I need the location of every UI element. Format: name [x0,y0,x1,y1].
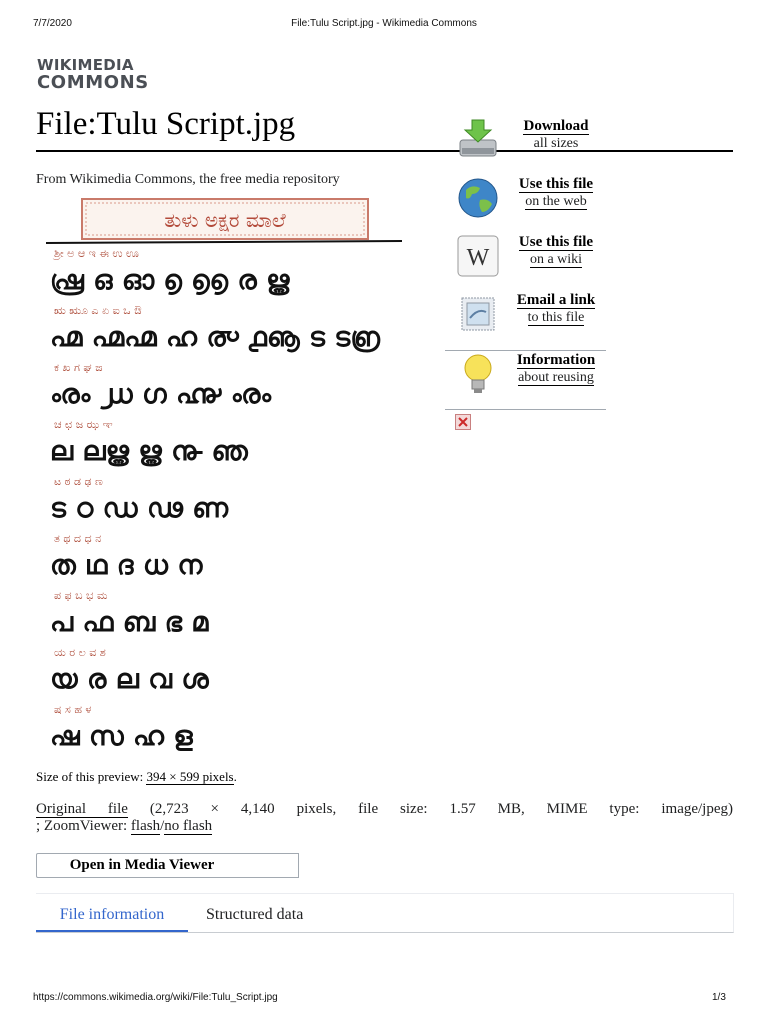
use-web-sub[interactable]: on the web [525,194,587,209]
tulu-script-row: ഷ സ ഹ ള [50,721,193,752]
download-sub[interactable]: all sizes [533,136,579,151]
original-file-details: (2,723 × 4,140 pixels, file size: 1.57 MB, MIME type: image/jpeg) [149,801,733,817]
email-icon [456,292,500,336]
actions-divider [445,350,606,351]
tulu-script-row: ൟ ൰ ഗ ൷ ൟ [50,379,272,410]
email-link-action[interactable] [450,292,606,346]
tab-file-information[interactable]: File information [36,894,188,932]
kannada-reference-row: ಋ ಋೂ ಎ ಏ ಐ ಒ ಔ [54,304,142,317]
tulu-script-row: പ ഫ ബ ഭ മ [50,607,209,638]
zoomviewer-info [36,818,212,835]
wikimedia-commons-logo[interactable] [37,57,149,91]
actions-bottom-divider [445,409,606,410]
download-action[interactable] [450,118,606,172]
email-sub[interactable]: to this file [527,310,585,325]
broken-image-icon [455,414,471,430]
reuse-info-action[interactable] [450,352,606,406]
size-info-prefix: Size of this preview: [36,769,147,784]
preview-size-info [36,769,237,785]
kannada-reference-row: ಟ ಠ ಡ ಢ ಣ [54,475,103,488]
open-media-viewer-button[interactable]: Open in Media Viewer [36,853,248,878]
use-web-label[interactable]: Use this file [518,176,594,192]
globe-icon [456,176,500,220]
logo-line-2: COMMONS [37,72,149,93]
kannada-reference-row: ಯ ರ ಲ ವ ಶ [54,646,106,659]
tulu-script-row: യ ര ല വ ശ [50,664,209,695]
zoomviewer-prefix: ; ZoomViewer: [36,818,131,834]
use-file-web-action[interactable] [450,176,606,230]
media-viewer-button-extension [246,853,299,878]
print-url: https://commons.wikimedia.org/wiki/File:Tulu_Script.jpg [33,992,278,1003]
lightbulb-icon [456,352,500,396]
svg-text:W: W [466,245,490,271]
print-page-title: File:Tulu Script.jpg - Wikimedia Commons [291,18,477,29]
file-preview-image[interactable] [36,195,408,765]
kannada-reference-row: ಕ ಖ ಗ ಘ ಙ [54,361,103,374]
download-icon [456,118,500,162]
tulu-script-row: ഷ്ര ഒ ഓ ൭ ൭൭ ര ൠ [50,265,290,296]
tulu-script-chart [36,195,408,765]
site-subtitle: From Wikimedia Commons, the free media repository [36,172,340,187]
information-sub[interactable]: about reusing [518,370,594,385]
original-file-info [36,800,733,818]
original-file-link[interactable]: Original file [36,801,128,817]
use-file-wiki-action[interactable] [450,234,606,288]
use-wiki-label[interactable]: Use this file [518,234,594,250]
title-divider [36,150,733,152]
preview-size-link[interactable]: 394 × 599 pixels [146,769,234,784]
information-label[interactable]: Information [516,352,596,368]
size-info-suffix: . [233,769,237,784]
print-page-number: 1/3 [712,992,726,1003]
kannada-reference-row: ಶ್ರೀ ಅ ಆ ಇ ಈ ಉ ಊ [54,247,139,260]
page-title: File:Tulu Script.jpg [36,106,296,142]
file-tabs [36,893,734,933]
logo-line-1: WIKIMEDIA [37,56,134,74]
preview-header-text: ತುಳು ಅಕ್ಷರ ಮಾಲೆ [164,208,286,232]
tulu-script-row: ൶ ൶൶ ഹ ൞ ൧ൡ ട ട൏ [50,322,380,353]
tulu-script-row: ത ഥ ദ ധ ന [50,550,203,581]
email-label[interactable]: Email a link [516,292,596,308]
kannada-reference-row: ಷ ಸ ಹ ಳ [54,703,92,716]
kannada-reference-row: ಪ ಫ ಬ ಭ ಮ [54,589,108,602]
tulu-script-row: ല ലൠ ൠ ൹ ഞ [50,436,248,467]
tulu-script-row: ട ഠ ഡ ഢ ണ [50,493,229,524]
download-label[interactable]: Download [523,118,589,134]
wikipedia-icon [456,234,500,278]
use-wiki-sub[interactable]: on a wiki [529,252,583,267]
kannada-reference-row: ತ ಥ ದ ಧ ನ [54,532,102,545]
print-date: 7/7/2020 [33,18,72,29]
tab-structured-data[interactable]: Structured data [206,906,304,923]
no-flash-link[interactable]: no flash [164,818,213,834]
kannada-reference-row: ಚ ಛ ಜ ಝ ಞ [54,418,113,431]
zoomviewer-sep: / [160,818,165,834]
flash-link[interactable]: flash [130,818,161,834]
